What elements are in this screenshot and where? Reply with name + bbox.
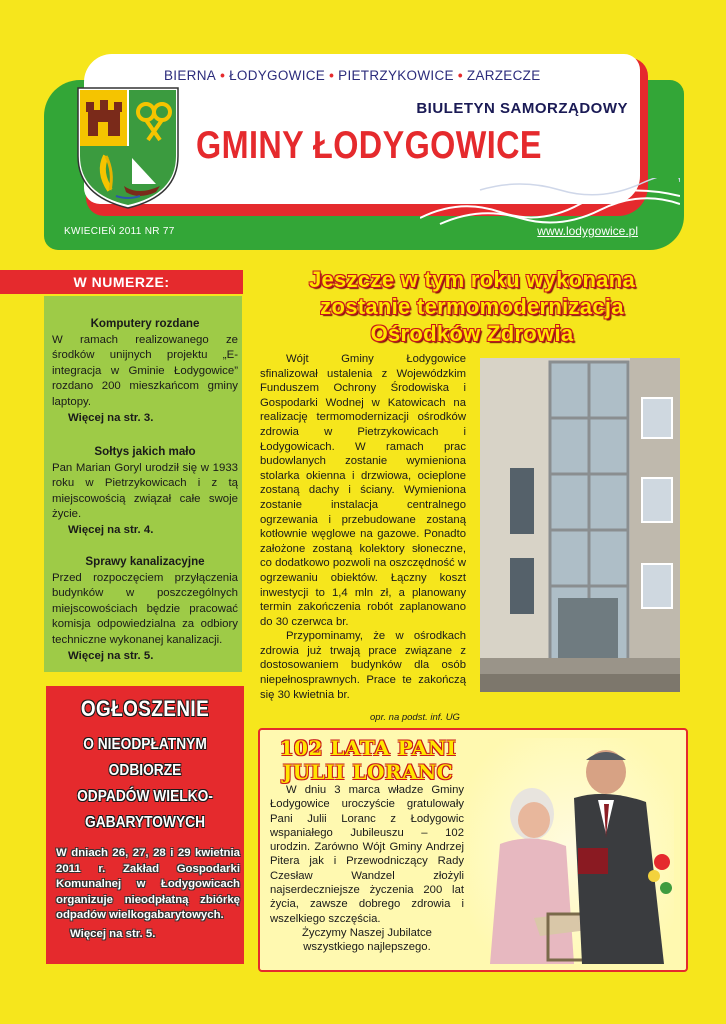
health-center-photo: [480, 358, 680, 692]
headline-line: Ośrodków Zdrowia: [370, 321, 574, 346]
notice-subtitle-line: GABARYTOWYCH: [84, 814, 206, 831]
birthday-text: [270, 783, 464, 926]
teaser-title: Sołtys jakich mało: [94, 445, 196, 458]
village-name: ŁODYGOWICE: [229, 68, 326, 83]
teaser-text: Przed rozpoczęciem przyłączenia budynków w poszczególnych miejscowościach będzie pracować komisja odpowiedzialna za odbiory techniczne wykonanej kanalizacji.: [52, 571, 238, 646]
bulletin-title: GMINY ŁODYGOWICE: [196, 124, 542, 167]
village-name: BIERNA: [164, 68, 217, 83]
headline-line: zostanie termomodernizacja: [320, 294, 624, 319]
birthday-title-line: JULII LORANC: [282, 760, 454, 784]
teaser-more-link[interactable]: Więcej na str. 4.: [68, 523, 154, 536]
wishes-line: Życzymy Naszej Jubilatce: [302, 927, 432, 939]
notice-more-link[interactable]: Więcej na str. 5.: [70, 928, 156, 940]
teaser-item: [52, 444, 238, 539]
bullet-icon: •: [329, 68, 335, 83]
bullet-icon: •: [220, 68, 226, 83]
village-name: ZARZECZE: [466, 68, 541, 83]
birthday-wishes: [270, 926, 464, 955]
issue-number: KWIECIEŃ 2011 NR 77: [64, 226, 175, 237]
teaser-title: Komputery rozdane: [90, 317, 200, 330]
article-paragraph: Wójt Gminy Łodygowice sfinalizował ustalenia z Wojewódzkim Funduszem Ochrony Środowiska i Gospodarki Wodnej w Katowicach na realizację termomodernizacji ośrodków zdrowia w Pietrzykowicach i Łodygowicach. W ramach prac budowlanych zostanie wymieniona stolarka okienna i drzwiowa, ocieplone zostaną dachy i ściany. Wymieniona zostanie instalacja centralnego ogrzewania i przebudowane zostaną kotłownie węglowe na gazowe. Ponadto założone zostaną kolektory słoneczne, co dodatkowo pozwoli na oszczędność w ogrzewaniu obiektów. Łączny koszt inwestycji to 1,4 mln zł, a planowany termin zakończenia robót zaplanowano do 30 czerwca br.: [260, 353, 466, 628]
notice-subtitle-line: ODPADÓW WIELKO-: [77, 788, 213, 805]
in-this-issue-heading: W NUMERZE:: [0, 270, 243, 294]
teaser-more-link[interactable]: Więcej na str. 5.: [68, 649, 154, 662]
wishes-line: wszystkiego najlepszego.: [303, 941, 431, 954]
article-source: opr. na podst. inf. UG: [370, 712, 460, 723]
article-paragraph: Przypominamy, że w ośrodkach zdrowia już trwają prace związane z dostosowaniem budynków dla osób niepełnosprawnych. Prace te zakończą się 30 kwietnia br.: [260, 630, 466, 701]
teaser-title: Sprawy kanalizacyjne: [85, 555, 205, 568]
notice-subtitle-line: ODBIORZE: [108, 762, 182, 779]
village-name: PIETRZYKOWICE: [338, 68, 454, 83]
birthday-paragraph: W dniu 3 marca władze Gminy Łodygowice uroczyście gratulowały Pani Julii Loranc z Łodygowic wspaniałego Jubileuszu – 102 urodzin. Zarówno Wójt Gminy Andrzej Pitera jak i Przewodniczący Rady Czesław Wandzel złożyli najserdeczniejsze życzenia 200 lat życia, zawsze dobrego zdrowia i wszelkiego szczęścia.: [270, 784, 464, 925]
bulletin-subtitle: BIULETYN SAMORZĄDOWY: [416, 100, 628, 117]
article-headline: [250, 266, 694, 347]
notice-text: W dniach 26, 27, 28 i 29 kwietnia 2011 r. Zakład Gospodarki Komunalnej w Łodygowicach organizuje nieodpłatną zbiórkę odpadów wielkogabarytowych.: [56, 847, 240, 921]
jubilee-photo: [470, 738, 674, 964]
birthday-title-line: 102 LATA PANI: [279, 736, 457, 760]
teaser-more-link[interactable]: Więcej na str. 3.: [68, 411, 154, 424]
notice-subtitle-line: O NIEODPŁATNYM: [83, 736, 207, 753]
teaser-text: Pan Marian Goryl urodził się w 1933 roku w Pietrzykowicach i z tą miejscowością związał całe swoje życie.: [52, 461, 238, 521]
coat-of-arms-icon: [76, 86, 180, 210]
teaser-item: [52, 554, 238, 664]
article-body: [260, 352, 466, 702]
villages-list: [164, 68, 632, 83]
teaser-item: [52, 316, 238, 426]
bullet-icon: •: [457, 68, 463, 83]
notice-title: OGŁOSZENIE: [80, 696, 210, 721]
website-link[interactable]: www.lodygowice.pl: [537, 224, 638, 238]
teaser-text: W ramach realizowanego ze środków unijnych projektu „E-integracja w Gminie Łodygowice” rozdano 200 mieszkańcom gminy laptopy.: [52, 333, 238, 408]
header-wave-decoration: [420, 178, 680, 228]
headline-line: Jeszcze w tym roku wykonana: [308, 267, 635, 292]
notice-subtitle: [60, 732, 230, 836]
birthday-title: [266, 736, 470, 784]
